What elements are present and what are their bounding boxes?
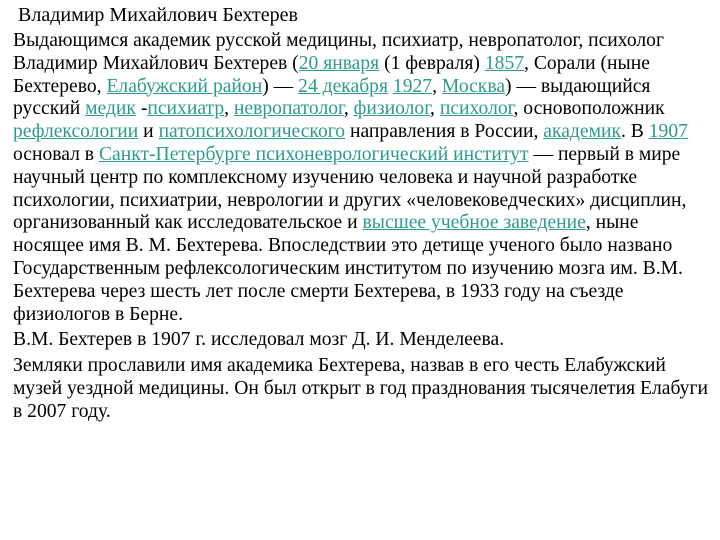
text-run: , основоположник: [513, 98, 665, 120]
hyperlink[interactable]: 1927: [392, 75, 433, 97]
text-run: . В: [620, 121, 649, 143]
hyperlink[interactable]: высшее учебное заведение: [362, 212, 586, 234]
text-run: , Сорали (ныне Бехтерево,: [13, 52, 650, 97]
hyperlink[interactable]: 24 декабря: [298, 75, 388, 97]
slide-body: [13, 30, 713, 424]
paragraph: [13, 355, 713, 423]
slide-title: Владимир Михайлович Бехтерев: [18, 4, 298, 26]
text-run: -: [135, 98, 148, 120]
hyperlink[interactable]: рефлексологии: [13, 121, 139, 143]
text-run: ) — выдающийся русский: [13, 75, 651, 120]
hyperlink[interactable]: академик: [543, 121, 621, 143]
paragraph: [13, 30, 713, 326]
hyperlink[interactable]: Санкт-Петербурге психоневрологический институт: [98, 143, 529, 165]
text-run: основал в: [13, 143, 99, 165]
paragraph: [13, 329, 713, 352]
text-run: , ныне носящее имя В. М. Бехтерева. Впоследствии это детище ученого было названо Государственным рефлексологическим институтом по изучению мозга им. В.М. Бехтерева через шесть лет после смерти Бехтерева, в 1933 году на съезде физиологов в Берне.: [13, 212, 683, 325]
hyperlink[interactable]: Елабужский район: [106, 75, 263, 97]
text-run: Земляки прославили имя академика Бехтерева, назвав в его честь Елабужский музей уездной медицины. Он был открыт в год празднования тысячелетия Елабуги в 2007 году.: [13, 355, 709, 422]
text-run: и: [138, 121, 159, 143]
hyperlink[interactable]: физиолог: [353, 98, 431, 120]
hyperlink[interactable]: патопсихологического: [158, 121, 346, 143]
text-run: ,: [224, 98, 234, 120]
hyperlink[interactable]: 1907: [648, 121, 688, 143]
hyperlink[interactable]: психиатр: [147, 98, 225, 120]
text-run: В.М. Бехтерев в 1907 г. исследовал мозг Д. И. Менделеева.: [13, 329, 505, 351]
text-run: ,: [430, 98, 440, 120]
text-run: — первый в мире научный центр по комплексному изучению человека и научной разработке психологии, психиатрии, неврологии и других «человековедческих» дисциплин, организованный как исследовательское и: [13, 143, 687, 234]
text-run: ) —: [262, 75, 299, 97]
hyperlink[interactable]: медик: [85, 98, 136, 120]
text-run: (1 февраля): [379, 52, 485, 74]
text-run: Выдающимся академик русской медицины, психиатр, невропатолог, психолог Владимир Михайлович Бехтерев (: [13, 30, 664, 74]
hyperlink[interactable]: 20 января: [298, 52, 380, 74]
text-run: направления в России,: [345, 121, 544, 143]
hyperlink[interactable]: 1857: [484, 52, 525, 74]
text-run: ,: [432, 75, 442, 97]
hyperlink[interactable]: невропатолог: [233, 98, 344, 120]
hyperlink[interactable]: Москва: [441, 75, 506, 97]
hyperlink[interactable]: психолог: [439, 98, 514, 120]
text-run: ,: [343, 98, 354, 120]
